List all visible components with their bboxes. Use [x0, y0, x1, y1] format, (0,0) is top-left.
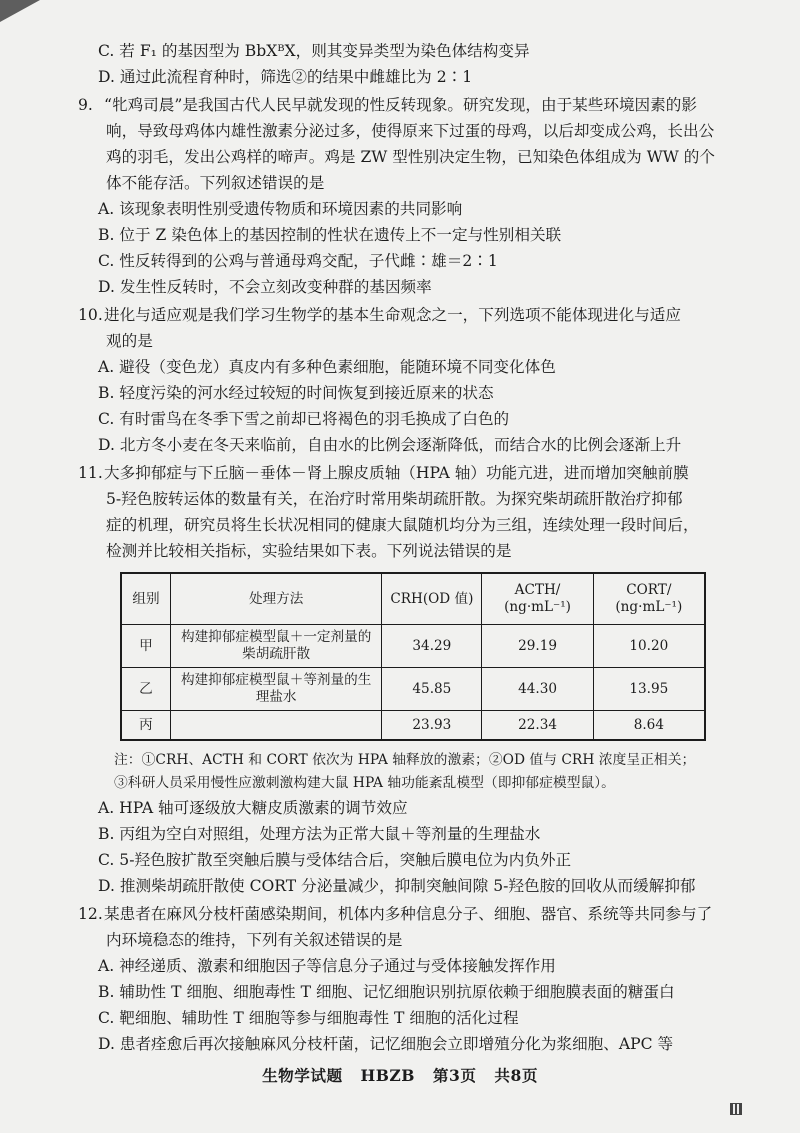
q11-option-d[interactable]: D. 推测柴胡疏肝散使 CORT 分泌量减少，抑制突触间隙 5-羟色胺的回收从而缓解抑郁	[98, 877, 696, 895]
table-header-row	[121, 573, 705, 625]
cell-group: 甲	[121, 625, 170, 668]
q9-option-d[interactable]: D. 发生性反转时，不会立刻改变种群的基因频率	[98, 278, 432, 296]
q12-option-c[interactable]: C. 靶细胞、辅助性 T 细胞等参与细胞毒性 T 细胞的活化过程	[98, 1009, 519, 1027]
q12-option-d[interactable]: D. 患者痊愈后再次接触麻风分枝杆菌，记忆细胞会立即增殖分化为浆细胞、APC 等	[98, 1035, 674, 1053]
page-footer	[0, 1064, 800, 1086]
footer-page: 第3页	[432, 1066, 477, 1085]
table-row	[121, 668, 705, 711]
cell-group: 乙	[121, 668, 170, 711]
q8-option-c[interactable]: C. 若 F₁ 的基因型为 BbXᴮX，则其变异类型为染色体结构变异	[98, 42, 530, 60]
q9-number: 9.	[78, 96, 93, 114]
scanner-watermark	[730, 1102, 790, 1116]
table-row	[121, 711, 705, 741]
q9-stem-line-3: 鸡的羽毛，发出公鸡样的啼声。鸡是 ZW 型性别决定生物，已知染色体组成为 WW 的个	[106, 148, 715, 166]
q12-option-b[interactable]: B. 辅助性 T 细胞、细胞毒性 T 细胞、记忆细胞识别抗原依赖于细胞膜表面的糖蛋白	[98, 983, 675, 1001]
question-10	[78, 302, 706, 458]
cell-cort: 8.64	[593, 711, 705, 741]
cell-acth: 44.30	[482, 668, 593, 711]
header-cort: CORT/ (ng·mL⁻¹)	[593, 573, 705, 625]
cell-group: 丙	[121, 711, 170, 741]
cell-crh: 23.93	[382, 711, 482, 741]
q11-option-c[interactable]: C. 5-羟色胺扩散至突触后膜与受体结合后，突触后膜电位为内负外正	[98, 851, 572, 869]
header-acth: ACTH/ (ng·mL⁻¹)	[482, 573, 593, 625]
q9-option-a[interactable]: A. 该现象表明性别受遗传物质和环境因素的共同影响	[98, 200, 463, 218]
header-group: 组别	[121, 573, 170, 625]
q11-number: 11.	[78, 464, 103, 482]
q9-stem-line-1: 9. “牝鸡司晨”是我国古代人民早就发现的性反转现象。研究发现，由于某些环境因素的影	[86, 92, 706, 118]
q8-option-d[interactable]: D. 通过此流程育种时，筛选②的结果中雌雄比为 2∶1	[98, 68, 473, 86]
q12-option-a[interactable]: A. 神经递质、激素和细胞因子等信息分子通过与受体接触发挥作用	[98, 957, 556, 975]
q10-number: 10.	[78, 306, 103, 324]
footer-code: HBZB	[360, 1066, 415, 1085]
q11-stem-line-1: 11.大多抑郁症与下丘脑－垂体－肾上腺皮质轴（HPA 轴）功能亢进，进而增加突触前膜	[86, 460, 706, 486]
cell-method: 构建抑郁症模型鼠＋等剂量的生理盐水	[170, 668, 381, 711]
header-crh: CRH(OD 值)	[382, 573, 482, 625]
q9-stem-line-2: 响，导致母鸡体内雄性激素分泌过多，使得原来下过蛋的母鸡，以后却变成公鸡，长出公	[106, 122, 715, 140]
table-note-line-2: ③科研人员采用慢性应激刺激构建大鼠 HPA 轴功能紊乱模型（即抑郁症模型鼠）。	[114, 775, 615, 791]
question-9	[78, 92, 715, 300]
question-12	[78, 901, 713, 1057]
table-note-line-1: 注：①CRH、ACTH 和 CORT 依次为 HPA 轴释放的激素；②OD 值与 CRH 浓度呈正相关；	[114, 752, 696, 768]
q11-option-b[interactable]: B. 丙组为空白对照组，处理方法为正常大鼠＋等剂量的生理盐水	[98, 825, 541, 843]
cell-acth: 29.19	[482, 625, 593, 668]
cell-method	[170, 711, 381, 741]
scan-corner-fold	[0, 0, 40, 22]
q11-stem-line-4: 检测并比较相关指标，实验结果如下表。下列说法错误的是	[106, 542, 512, 560]
question-11	[78, 460, 706, 899]
header-method: 处理方法	[170, 573, 381, 625]
footer-subject: 生物学试题	[262, 1066, 343, 1085]
q9-option-c[interactable]: C. 性反转得到的公鸡与普通母鸡交配，子代雌∶雄＝2∶1	[98, 252, 498, 270]
q10-option-a[interactable]: A. 避役（变色龙）真皮内有多种色素细胞，能随环境不同变化体色	[98, 358, 556, 376]
cell-cort: 13.95	[593, 668, 705, 711]
qr-code-icon	[730, 1103, 742, 1115]
q10-stem-line-2: 观的是	[106, 332, 153, 350]
experiment-table	[120, 572, 706, 741]
q11-option-a[interactable]: A. HPA 轴可逐级放大糖皮质激素的调节效应	[98, 799, 408, 817]
cell-cort: 10.20	[593, 625, 705, 668]
cell-acth: 22.34	[482, 711, 593, 741]
q11-stem-line-2: 5-羟色胺转运体的数量有关，在治疗时常用柴胡疏肝散。为探究柴胡疏肝散治疗抑郁	[106, 490, 683, 508]
q11-stem-line-3: 症的机理，研究员将生长状况相同的健康大鼠随机均分为三组，连续处理一段时间后，	[106, 516, 699, 534]
q10-option-b[interactable]: B. 轻度污染的河水经过较短的时间恢复到接近原来的状态	[98, 384, 494, 402]
cell-crh: 45.85	[382, 668, 482, 711]
q12-stem-line-1: 12.某患者在麻风分枝杆菌感染期间，机体内多种信息分子、细胞、器官、系统等共同参与了	[86, 901, 706, 927]
cell-method: 构建抑郁症模型鼠＋一定剂量的柴胡疏肝散	[170, 625, 381, 668]
q10-option-c[interactable]: C. 有时雷鸟在冬季下雪之前却已将褐色的羽毛换成了白色的	[98, 410, 510, 428]
q9-option-b[interactable]: B. 位于 Z 染色体上的基因控制的性状在遗传上不一定与性别相关联	[98, 226, 562, 244]
q12-stem-line-2: 内环境稳态的维持，下列有关叙述错误的是	[106, 931, 403, 949]
footer-total: 共8页	[494, 1066, 538, 1085]
cell-crh: 34.29	[382, 625, 482, 668]
exam-page	[78, 38, 715, 1057]
table-row	[121, 625, 705, 668]
q9-stem-line-4: 体不能存活。下列叙述错误的是	[106, 174, 325, 192]
q10-stem-line-1: 10.进化与适应观是我们学习生物学的基本生命观念之一，下列选项不能体现进化与适应	[86, 302, 706, 328]
q10-option-d[interactable]: D. 北方冬小麦在冬天来临前，自由水的比例会逐渐降低，而结合水的比例会逐渐上升	[98, 436, 682, 454]
q12-number: 12.	[78, 905, 103, 923]
